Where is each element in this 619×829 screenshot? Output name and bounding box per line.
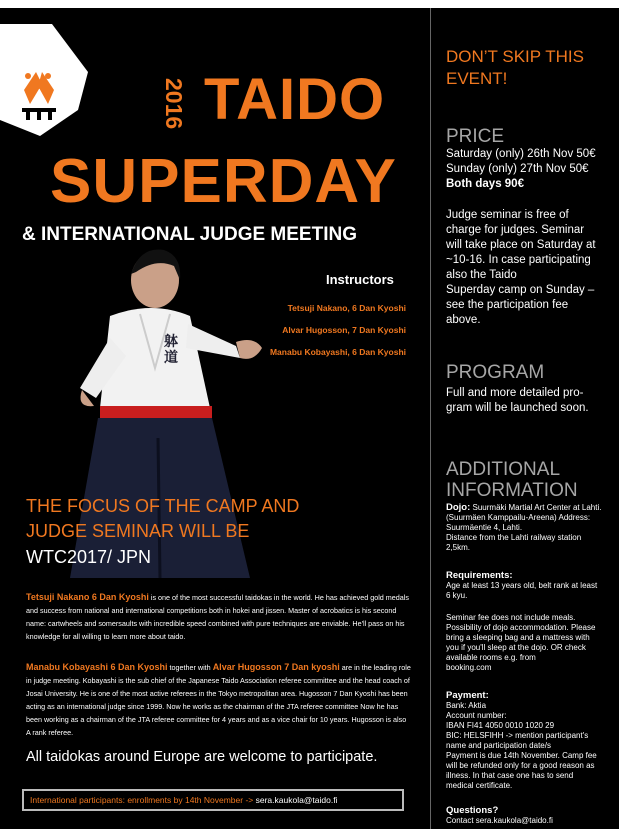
focus-line-2: JUDGE SEMINAR WILL BE (26, 521, 250, 541)
svg-text:躰: 躰 (164, 334, 178, 350)
judge-line: see the participation fee (446, 299, 569, 311)
program-heading: PROGRAM (446, 362, 545, 383)
focus-line-1: THE FOCUS OF THE CAMP AND (26, 496, 300, 516)
requirements-line: 6 kyu. (446, 591, 468, 600)
price-both: Both days 90€ (446, 178, 524, 190)
nakano-name: Tetsuji Nakano 6 Dan Kyoshi (26, 592, 149, 602)
judge-line: above. (446, 314, 481, 326)
program-line: Full and more detailed pro- (446, 387, 584, 399)
paragraph-judges (26, 661, 411, 739)
taido-logo-icon (0, 24, 90, 142)
additional-heading (446, 459, 616, 501)
hugosson-name: Alvar Hugosson 7 Dan kyoshi (212, 662, 340, 672)
payment-line: name and participation date/s (446, 741, 551, 750)
title-taido: TAIDO (204, 67, 386, 132)
para2-join: together with (167, 663, 213, 672)
questions-label: Questions? (446, 805, 499, 816)
fee-line: Seminar fee does not include meals. (446, 613, 576, 622)
judge-line: Superday camp on Sunday – (446, 284, 595, 296)
dojo-line: Suurmäentie 4, Lahti. (446, 523, 523, 532)
payment-info (446, 691, 616, 791)
focus-wtc: WTC2017/ JPN (26, 547, 152, 567)
payment-line: IBAN FI41 4050 0010 1020 29 (446, 721, 555, 730)
judge-line: also the Taido (446, 269, 517, 281)
program-info (446, 386, 616, 416)
price-heading: PRICE (446, 126, 505, 147)
fee-line: Possibility of dojo accommodation. Please (446, 623, 596, 632)
fee-line: you if you'll sleep at the dojo. OR check (446, 643, 586, 652)
payment-line: medical certificate. (446, 781, 513, 790)
instructor-nakano: Tetsuji Nakano, 6 Dan Kyoshi (287, 303, 406, 313)
requirements-info (446, 571, 616, 601)
welcome-text: All taidokas around Europe are welcome to participate. (26, 749, 378, 765)
fee-line: available rooms e.g. from (446, 653, 536, 662)
questions-info (446, 806, 616, 826)
subtitle: & INTERNATIONAL JUDGE MEETING (22, 224, 357, 245)
additional-line-1: ADDITIONAL (446, 459, 561, 480)
payment-line: Payment is due 14th November. Camp fee (446, 751, 597, 760)
payment-line: will be refunded only for a good reason as (446, 761, 595, 770)
kobayashi-name: Manabu Kobayashi 6 Dan Kyoshi (26, 662, 168, 672)
headline-line-2: EVENT! (446, 69, 508, 88)
payment-line: Account number: (446, 711, 507, 720)
dojo-info (446, 503, 616, 553)
svg-text:道: 道 (164, 350, 178, 366)
judge-line: will take place on Saturday at (446, 239, 596, 251)
fee-line: booking.com (446, 663, 492, 672)
fee-line: bring a sleeping bag and a mattress with (446, 633, 590, 642)
payment-line: illness. In that case one has to send (446, 771, 574, 780)
dojo-label: Dojo: (446, 502, 471, 513)
price-sunday: Sunday (only) 27th Nov 50€ (446, 163, 589, 175)
requirements-label: Requirements: (446, 570, 513, 581)
payment-line: BIC: HELSFIHH -> mention participant's (446, 731, 589, 740)
column-divider (430, 8, 431, 829)
payment-label: Payment: (446, 690, 489, 701)
nakano-text: is one of the most successful taidokas in the world. He has achieved gold medals and success from national and international competitions both in hokei and jissen. Master of acrobatics is his second name: cartwheels and somersaults with incredible speed combined with pure techniques are enviable. He'll pass on his knowledge for all willing to learn more about taido. (26, 593, 409, 641)
price-list (446, 147, 616, 192)
paragraph-nakano (26, 591, 411, 643)
instructor-hugosson: Alvar Hugosson, 7 Dan Kyoshi (282, 325, 406, 335)
contact-email[interactable]: Contact sera.kaukola@taido.fi (446, 816, 553, 825)
enroll-email[interactable]: sera.kaukola@taido.fi (255, 795, 338, 805)
enrollment-box (22, 789, 404, 811)
enroll-text: International participants: enrollments by 14th November -> (30, 795, 256, 805)
poster (0, 8, 619, 829)
judge-line: ~10-16. In case participating (446, 254, 591, 266)
program-line: gram will be launched soon. (446, 402, 589, 414)
headline (446, 46, 616, 90)
year-label: 2016 (161, 78, 187, 130)
judge-line: Judge seminar is free of (446, 209, 569, 221)
instructors-heading: Instructors (326, 272, 394, 287)
price-saturday: Saturday (only) 26th Nov 50€ (446, 148, 596, 160)
headline-line-1: DON’T SKIP THIS (446, 47, 584, 66)
judge-line: charge for judges. Seminar (446, 224, 585, 236)
requirements-line: Age at least 13 years old, belt rank at least (446, 581, 598, 590)
judges-text: are in the leading role in judge meeting. Kobayashi is the sub chief of the Japanese Taido Association referee committee and the head coach of Josai University. He is one of the most active referees in the Tokyo metropolitan area. Hugosson 7 Dan Kyoshi has been acting as an international judge since 1999. Now he works as the chairman of the JTA referee committee Now he has been working as a chairman of the JTA referee committee for 4 years and as a vice chair for 10 years. Hugosson is also A rank referee. (26, 663, 411, 737)
additional-line-2: INFORMATION (446, 480, 578, 501)
dojo-line: 2,5km. (446, 543, 471, 552)
dojo-line: Distance from the Lahti railway station (446, 533, 582, 542)
focus-heading (26, 494, 406, 544)
dojo-line: (Suurmäen Kamppailu-Areena) Address: (446, 513, 591, 522)
judge-seminar-info (446, 208, 616, 328)
fee-info (446, 613, 616, 673)
instructor-kobayashi: Manabu Kobayashi, 6 Dan Kyoshi (269, 347, 406, 357)
payment-line: Bank: Aktia (446, 701, 487, 710)
title-superday: SUPERDAY (50, 147, 397, 216)
dojo-line: Suurmäki Martial Art Center at Lahti. (470, 503, 602, 512)
